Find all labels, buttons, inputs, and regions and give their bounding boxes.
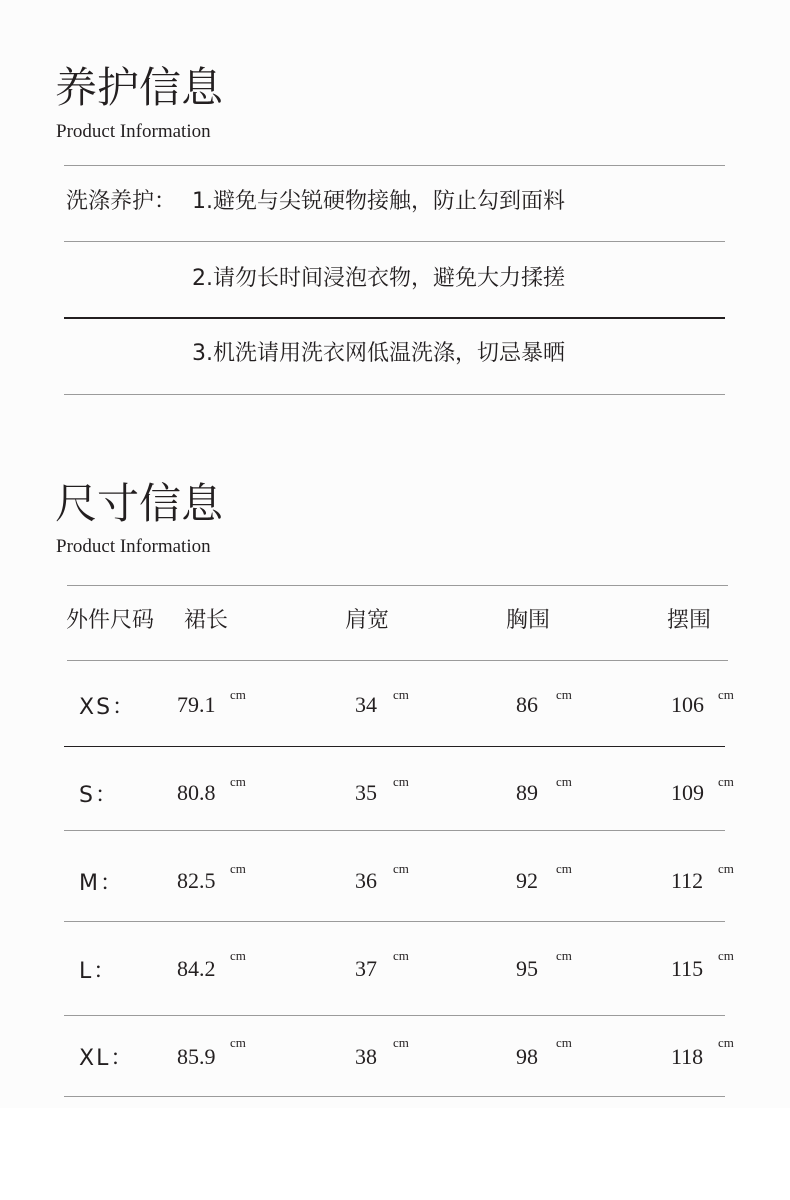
header-shoulder: 肩宽 xyxy=(345,608,390,633)
unit-label: cm xyxy=(718,774,734,789)
l-hem: 115 xyxy=(671,956,704,981)
row-divider xyxy=(64,746,725,747)
size-table-bottom-rule xyxy=(64,1096,725,1097)
header-length: 裙长 xyxy=(184,608,229,633)
unit-label: cm xyxy=(230,861,246,876)
care-subtitle: Product Information xyxy=(56,121,211,142)
size-label-xs: XS： xyxy=(79,695,137,720)
unit-label: cm xyxy=(556,1035,572,1050)
unit-label: cm xyxy=(393,774,409,789)
m-shoulder: 36 xyxy=(355,868,377,893)
unit-label: cm xyxy=(718,948,734,963)
xs-length: 79.1 xyxy=(177,692,216,717)
xs-bust: 86 xyxy=(516,692,538,717)
xs-hem: 106 xyxy=(671,692,704,717)
xl-length: 85.9 xyxy=(177,1044,216,1069)
size-label-l: L： xyxy=(79,959,118,984)
care-divider-2 xyxy=(64,317,725,319)
unit-label: cm xyxy=(393,687,409,702)
xl-shoulder: 38 xyxy=(355,1044,377,1069)
l-bust: 95 xyxy=(516,956,538,981)
unit-label: cm xyxy=(718,687,734,702)
header-size-column: 外件尺码 xyxy=(66,608,155,633)
size-subtitle: Product Information xyxy=(56,536,211,557)
l-length: 84.2 xyxy=(177,956,216,981)
care-label: 洗涤养护： xyxy=(66,189,177,214)
care-item-2: 2.请勿长时间浸泡衣物，避免大力揉搓 xyxy=(192,266,565,291)
row-divider xyxy=(64,921,725,922)
s-bust: 89 xyxy=(516,780,538,805)
unit-label: cm xyxy=(556,948,572,963)
size-title: 尺寸信息 xyxy=(55,479,224,528)
care-title: 养护信息 xyxy=(55,63,224,112)
unit-label: cm xyxy=(556,861,572,876)
unit-label: cm xyxy=(230,687,246,702)
s-hem: 109 xyxy=(671,780,704,805)
xl-bust: 98 xyxy=(516,1044,538,1069)
m-hem: 112 xyxy=(671,868,704,893)
unit-label: cm xyxy=(556,687,572,702)
size-header-rule xyxy=(67,660,728,661)
size-table-top-rule xyxy=(67,585,728,586)
l-shoulder: 37 xyxy=(355,956,377,981)
care-divider-1 xyxy=(64,241,725,242)
unit-label: cm xyxy=(556,774,572,789)
header-hem: 摆围 xyxy=(667,608,712,633)
row-divider xyxy=(64,1015,725,1016)
care-divider-top xyxy=(64,165,725,166)
xs-shoulder: 34 xyxy=(355,692,377,717)
s-length: 80.8 xyxy=(177,780,216,805)
size-label-s: S： xyxy=(79,783,119,808)
m-bust: 92 xyxy=(516,868,538,893)
care-item-1: 1.避免与尖锐硬物接触，防止勾到面料 xyxy=(192,189,565,214)
unit-label: cm xyxy=(230,948,246,963)
unit-label: cm xyxy=(393,1035,409,1050)
unit-label: cm xyxy=(718,861,734,876)
unit-label: cm xyxy=(230,774,246,789)
unit-label: cm xyxy=(230,1035,246,1050)
s-shoulder: 35 xyxy=(355,780,377,805)
xl-hem: 118 xyxy=(671,1044,704,1069)
unit-label: cm xyxy=(393,861,409,876)
size-label-m: M： xyxy=(79,871,124,896)
unit-label: cm xyxy=(718,1035,734,1050)
m-length: 82.5 xyxy=(177,868,216,893)
size-label-xl: XL： xyxy=(79,1046,135,1071)
header-bust: 胸围 xyxy=(506,608,551,633)
row-divider xyxy=(64,830,725,831)
unit-label: cm xyxy=(393,948,409,963)
care-item-3: 3.机洗请用洗衣网低温洗涤，切忌暴晒 xyxy=(192,341,565,366)
care-divider-bottom xyxy=(64,394,725,395)
